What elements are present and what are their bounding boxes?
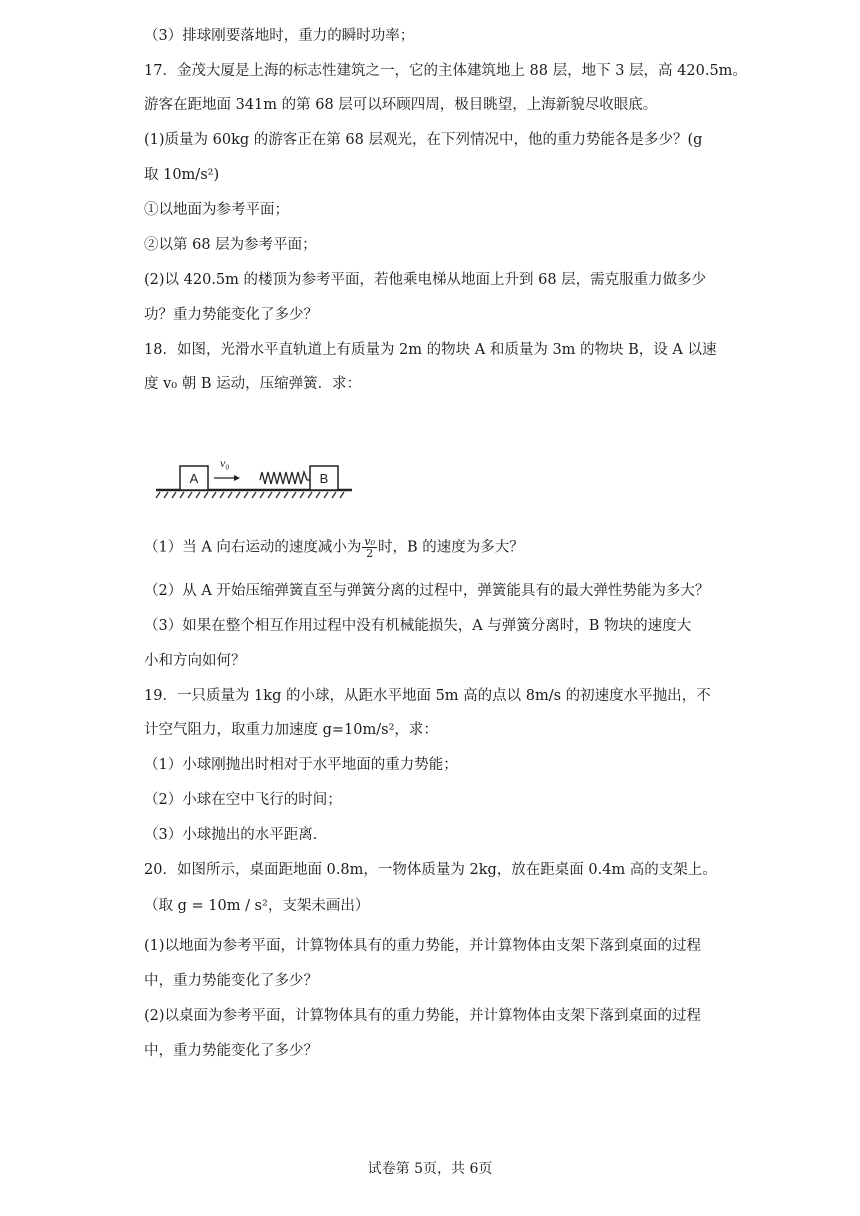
question-19-title: 19．一只质量为 1kg 的小球，从距水平地面 5m 高的点以 8m/s 的初速度水平抛出，不 [144,688,711,704]
question-line: (2)以 420.5m 的楼顶为参考平面，若他乘电梯从地面上升到 68 层，需克服重力做多少 [144,272,707,288]
question-17-title: 17．金茂大厦是上海的标志性建筑之一，它的主体建筑地上 88 层，地下 3 层，高 420.5m。 [144,63,747,79]
question-line-with-fraction [144,536,524,559]
fraction-denominator: 2 [366,547,374,560]
velocity-label: v₀ [220,458,230,470]
question-line: 计空气阻力，取重力加速度 g=10m/s²，求： [144,722,438,738]
question-line: （2）从 A 开始压缩弹簧直至与弹簧分离的过程中，弹簧能具有的最大弹性势能为多大？ [144,583,710,599]
question-18-title: 18．如图，光滑水平直轨道上有质量为 2m 的物块 A 和质量为 3m 的物块 B，设 A 以速 [144,342,717,358]
question-20-title: 20．如图所示，桌面距地面 0.8m，一物体质量为 2kg，放在距桌面 0.4m 高的支架上。 [144,862,717,878]
velocity-arrowhead [234,475,240,481]
question-line: (1)质量为 60kg 的游客正在第 68 层观光，在下列情况中，他的重力势能各是多少？(g [144,132,703,148]
question-line: (2)以桌面为参考平面，计算物体具有的重力势能，并计算物体由支架下落到桌面的过程 [144,1008,702,1024]
question-line: 度 v₀ 朝 B 运动，压缩弹簧．求： [144,376,362,392]
question-line: 小和方向如何？ [144,653,246,669]
block-a-label: A [189,471,199,486]
question-line: （1）小球刚抛出时相对于水平地面的重力势能； [144,757,458,773]
question-line: （2）小球在空中飞行的时间； [144,792,342,808]
page-footer: 试卷第 5页，共 6页 [367,1161,493,1177]
fraction-numerator: v₀ [364,535,376,548]
ground-hatching [156,492,344,498]
question-line: 时，B 的速度为多大？ [378,539,524,556]
question-line: ②以第 68 层为参考平面； [144,237,317,253]
question-line: ①以地面为参考平面； [144,202,289,218]
spring-blocks-diagram [154,458,354,504]
spring [260,472,310,484]
question-line: （取 g = 10m / s²，支架未画出） [144,898,370,914]
question-line: (1)以地面为参考平面，计算物体具有的重力势能，并计算物体由支架下落到桌面的过程 [144,938,702,954]
question-line: （3）小球抛出的水平距离． [144,827,328,843]
question-line: 中，重力势能变化了多少？ [144,1043,318,1059]
question-line: （3）排球刚要落地时，重力的瞬时功率； [144,28,415,44]
question-line: （1）当 A 向右运动的速度减小为 [144,539,362,556]
question-line: 游客在距地面 341m 的第 68 层可以环顾四周，极目眺望，上海新貌尽收眼底。 [144,97,658,113]
spring-blocks-figure [154,458,354,504]
block-b-label: B [319,471,329,486]
question-line: 中，重力势能变化了多少？ [144,973,318,989]
fraction-v0-over-2 [362,536,377,559]
question-line: （3）如果在整个相互作用过程中没有机械能损失，A 与弹簧分离时，B 物块的速度大 [144,618,692,634]
question-line: 功？重力势能变化了多少？ [144,307,318,323]
question-line: 取 10m/s²) [144,167,220,183]
